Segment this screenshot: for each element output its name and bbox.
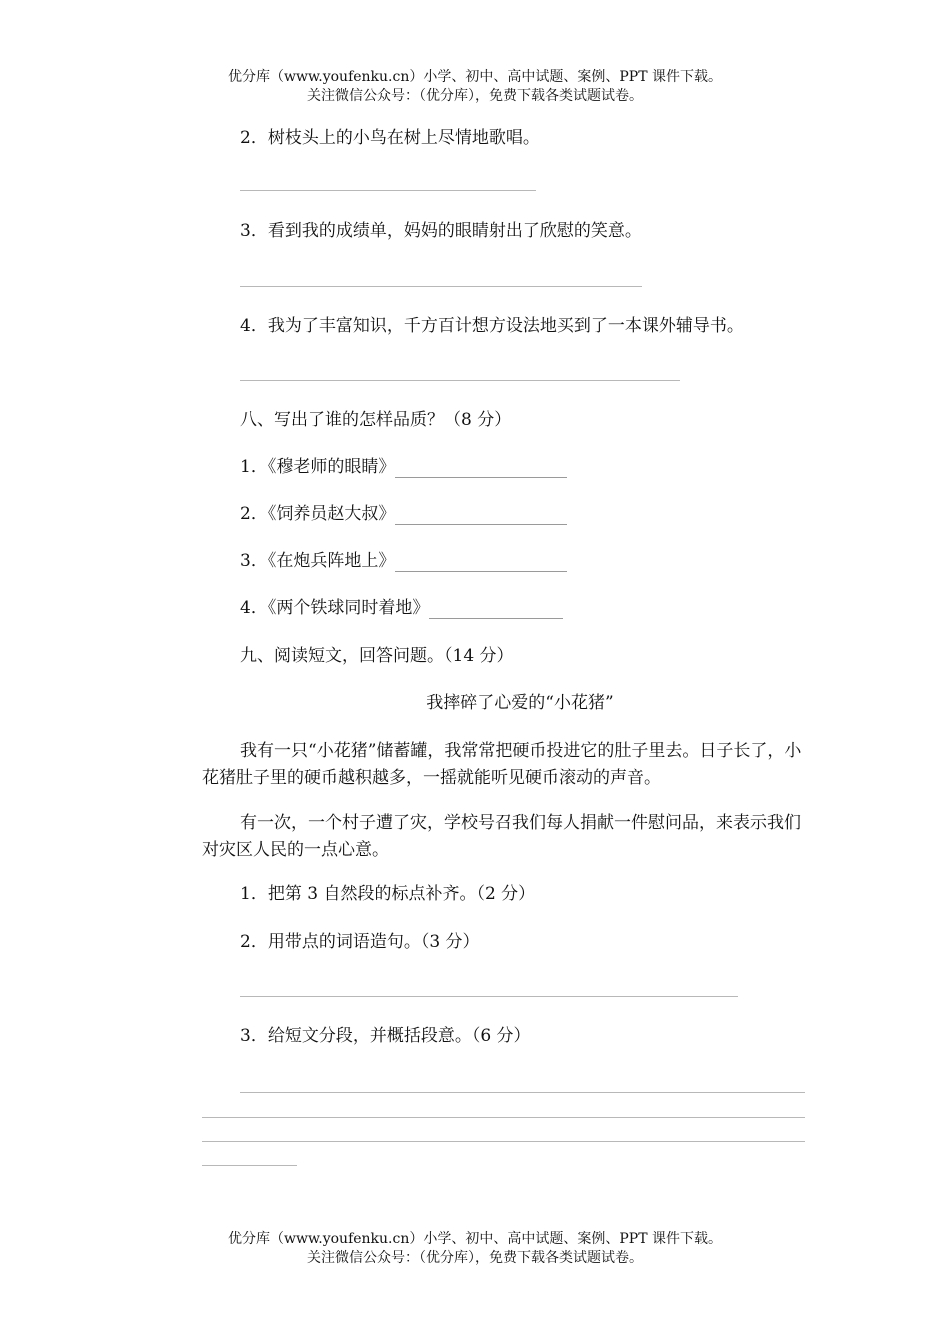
question-9-3: 3．给短文分段，并概括段意。（6 分） bbox=[240, 1026, 531, 1046]
item-text: 1．《穆老师的眼睛》 bbox=[240, 457, 396, 477]
answer-line bbox=[202, 1141, 805, 1142]
answer-blank bbox=[395, 555, 567, 572]
footer-line-1: 优分库（www.youfenku.cn）小学、初中、高中试题、案例、PPT 课件下载。 bbox=[227, 1231, 722, 1247]
answer-line bbox=[240, 380, 680, 381]
article-paragraph: 我有一只“小花猪”储蓄罐，我常常把硬币投进它的肚子里去。日子长了，小花猪肚子里的硬币越积越多，一摇就能听见硬币滚动的声音。 bbox=[202, 741, 802, 788]
answer-blank bbox=[429, 602, 563, 619]
section-8-item bbox=[240, 597, 563, 619]
section-8-item bbox=[240, 456, 567, 478]
section-9-title: 九、阅读短文，回答问题。（14 分） bbox=[240, 646, 514, 666]
header-line-1: 优分库（www.youfenku.cn）小学、初中、高中试题、案例、PPT 课件下载。 bbox=[227, 69, 722, 85]
answer-line bbox=[202, 1117, 805, 1118]
question-9-1: 1．把第 3 自然段的标点补齐。（2 分） bbox=[240, 884, 536, 904]
article-title: 我摔碎了心爱的“小花猪” bbox=[426, 693, 614, 713]
answer-line bbox=[240, 996, 738, 997]
section-8-title: 八、写出了谁的怎样品质？（8 分） bbox=[240, 410, 512, 430]
section-8-item bbox=[240, 550, 567, 572]
answer-blank bbox=[395, 508, 567, 525]
answer-line bbox=[240, 190, 536, 191]
footer-line-2: 关注微信公众号：（优分库），免费下载各类试题试卷。 bbox=[307, 1250, 643, 1266]
header-line-2: 关注微信公众号：（优分库），免费下载各类试题试卷。 bbox=[307, 88, 643, 104]
article-paragraph: 有一次，一个村子遭了灾，学校号召我们每人捐献一件慰问品，来表示我们对灾区人民的一点心意。 bbox=[202, 813, 801, 860]
section-8-item bbox=[240, 503, 567, 525]
question-7-4: 4．我为了丰富知识，千方百计想方设法地买到了一本课外辅导书。 bbox=[240, 316, 744, 336]
question-7-2: 2．树枝头上的小鸟在树上尽情地歌唱。 bbox=[240, 128, 540, 148]
question-9-2: 2．用带点的词语造句。（3 分） bbox=[240, 932, 480, 952]
answer-line bbox=[240, 286, 642, 287]
question-7-3: 3．看到我的成绩单，妈妈的眼睛射出了欣慰的笑意。 bbox=[240, 221, 642, 241]
answer-line bbox=[240, 1092, 805, 1093]
item-text: 2．《饲养员赵大叔》 bbox=[240, 504, 396, 524]
item-text: 3．《在炮兵阵地上》 bbox=[240, 551, 396, 571]
item-text: 4．《两个铁球同时着地》 bbox=[240, 598, 430, 618]
answer-blank bbox=[395, 461, 567, 478]
answer-line bbox=[202, 1165, 297, 1166]
